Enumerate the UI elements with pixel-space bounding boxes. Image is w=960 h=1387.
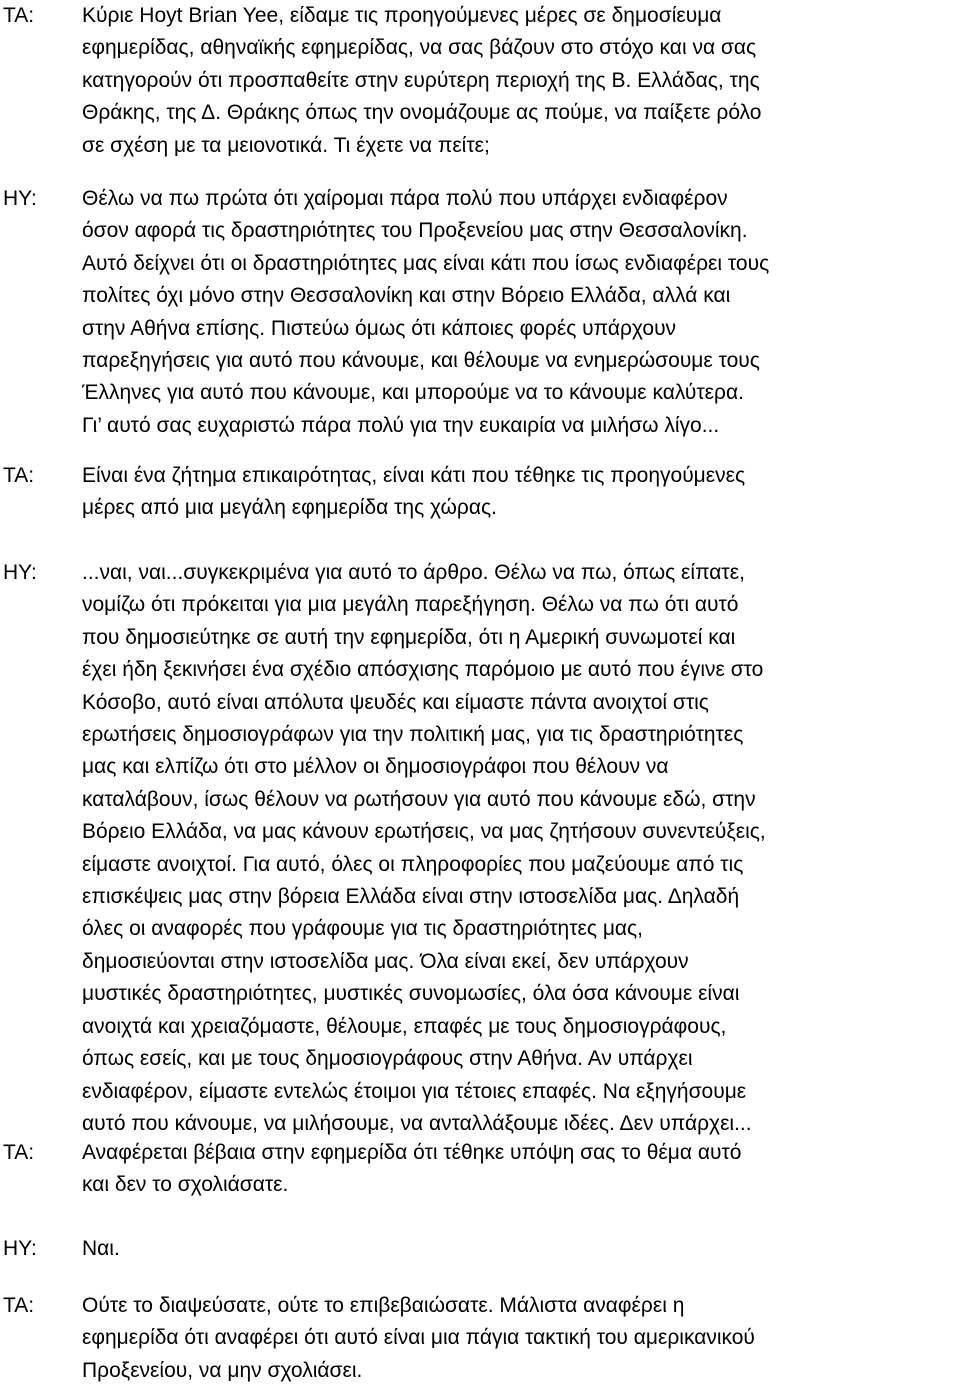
speaker-label: ΤΑ: [3,1294,35,1317]
speech-line: Προξενείου, να μην σχολιάσει. [82,1358,363,1382]
speech-line: εφημερίδα ότι αναφέρει ότι αυτό είναι μια πάγια τακτική του αμερικανικού [82,1326,755,1350]
speech-text [82,1233,960,1265]
speech-text [82,1137,960,1202]
speaker-label: ΤΑ: [3,4,35,27]
speech-line: πολίτες όχι μόνο στην Θεσσαλονίκη και στην Βόρειο Ελλάδα, αλλά και [82,284,731,308]
speech-line: Κύριε Hoyt Brian Yee, είδαμε τις προηγούμενες μέρες σε δημοσίευμα [82,4,722,27]
speech-line: ενδιαφέρον, είμαστε εντελώς έτοιμοι για τέτοιες επαφές. Να εξηγήσουμε [82,1079,747,1103]
speech-line: Θράκης, της Δ. Θράκης όπως την ονομάζουμε ας πούμε, να παίξετε ρόλο [82,101,762,125]
speech-line: Αυτό δείχνει ότι οι δραστηριότητες μας είναι κάτι που ίσως ενδιαφέρει τους [82,251,770,275]
speech-line: Ναι. [82,1237,120,1260]
speech-line: μας και ελπίζω ότι στο μέλλον οι δημοσιογράφοι που θέλουν να [82,755,669,779]
speaker-label: ΤΑ: [3,1141,35,1164]
speech-text [82,183,960,442]
speech-line: ερωτήσεις δημοσιογράφων για την πολιτική μας, για τις δραστηριότητες [82,723,744,747]
speech-line: νομίζω ότι πρόκειται για μια μεγάλη παρεξήγηση. Θέλω να πω ότι αυτό [82,593,739,617]
speech-line: επισκέψεις μας στην βόρεια Ελλάδα είναι στην ιστοσελίδα μας. Δηλαδή [82,885,740,909]
speech-line: που δημοσιεύτηκε σε αυτή την εφημερίδα, ότι η Αμερική συνωμοτεί και [82,625,736,649]
speaker-label: HY: [3,561,37,584]
speech-line: Αναφέρεται βέβαια στην εφημερίδα ότι τέθηκε υπόψη σας το θέμα αυτό [82,1141,742,1164]
speech-text [82,460,960,525]
speech-line: καταλάβουν, ίσως θέλουν να ρωτήσουν για αυτό που κάνουμε εδώ, στην [82,787,756,811]
speaker-label: ΤΑ: [3,464,35,487]
speaker-label: HY: [3,187,37,210]
speech-line: στην Αθήνα επίσης. Πιστεύω όμως ότι κάποιες φορές υπάρχουν [82,316,677,340]
speech-line: κατηγορούν ότι προσπαθείτε στην ευρύτερη περιοχή της Β. Ελλάδας, της [82,68,760,92]
speech-line: αυτό που κάνουμε, να μιλήσουμε, να ανταλλάξουμε ιδέες. Δεν υπάρχει... [82,1111,752,1135]
speech-line: όσον αφορά τις δραστηριότητες του Προξενείου μας στην Θεσσαλονίκη. [82,219,748,243]
speech-line: παρεξηγήσεις για αυτό που κάνουμε, και θέλουμε να ενημερώσουμε τους [82,349,760,373]
speech-line: μέρες από μια μεγάλη εφημερίδα της χώρας. [82,496,497,520]
speech-line: Γι’ αυτό σας ευχαριστώ πάρα πολύ για την ευκαιρία να μιλήσω λίγο... [82,413,720,437]
speech-line: Είναι ένα ζήτημα επικαιρότητας, είναι κάτι που τέθηκε τις προηγούμενες [82,464,746,487]
speech-line: δημοσιεύονται στην ιστοσελίδα μας. Όλα είναι εκεί, δεν υπάρχουν [82,949,689,973]
speech-line: και δεν το σχολιάσατε. [82,1173,289,1197]
speech-line: μυστικές δραστηριότητες, μυστικές συνομωσίες, όλα όσα κάνουμε είναι [82,982,740,1006]
speech-line: Ούτε το διαψεύσατε, ούτε το επιβεβαιώσατε. Μάλιστα αναφέρει η [82,1294,685,1317]
speech-text [82,557,960,1140]
speech-text [82,1290,960,1387]
speech-line: Βόρειο Ελλάδα, να μας κάνουν ερωτήσεις, να μας ζητήσουν συνεντεύξεις, [82,820,766,844]
speech-line: είμαστε ανοιχτοί. Για αυτό, όλες οι πληροφορίες που μαζεύουμε από τις [82,852,744,876]
speech-line: Κόσοβο, αυτό είναι απόλυτα ψευδές και είμαστε πάντα ανοιχτοί στις [82,690,709,714]
speaker-label: HY: [3,1237,37,1260]
speech-line: ...ναι, ναι...συγκεκριμένα για αυτό το άρθρο. Θέλω να πω, όπως είπατε, [82,561,745,584]
speech-line: ανοιχτά και χρειαζόμαστε, θέλουμε, επαφές με τους δημοσιογράφους, [82,1014,727,1038]
speech-line: σε σχέση με τα μειονοτικά. Τι έχετε να πείτε; [82,133,490,157]
speech-line: έχει ήδη ξεκινήσει ένα σχέδιο απόσχισης παρόμοιο με αυτό που έγινε στο [82,658,764,682]
speech-line: όπως εσείς, και με τους δημοσιογράφους στην Αθήνα. Αν υπάρχει [82,1047,693,1071]
speech-line: όλες οι αναφορές που γράφουμε για τις δραστηριότητες μας, [82,917,644,941]
speech-text [82,0,960,162]
speech-line: εφημερίδας, αθηναϊκής εφημερίδας, να σας βάζουν στο στόχο και να σας [82,36,757,60]
speech-line: Θέλω να πω πρώτα ότι χαίρομαι πάρα πολύ που υπάρχει ενδιαφέρον [82,187,728,210]
speech-line: Έλληνες για αυτό που κάνουμε, και μπορούμε να το κάνουμε καλύτερα. [82,381,744,405]
